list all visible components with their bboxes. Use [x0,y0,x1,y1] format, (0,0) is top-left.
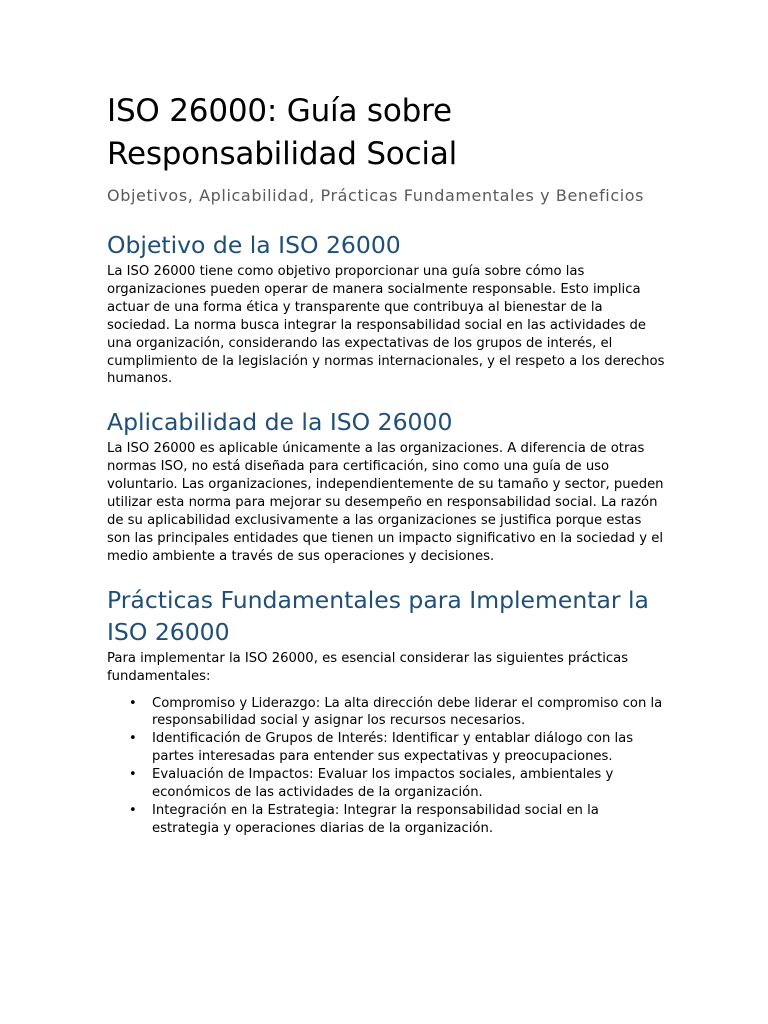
list-item [129,695,667,731]
document-subtitle: Objetivos, Aplicabilidad, Prácticas Fundamentales y Beneficios [107,186,645,205]
document-title: ISO 26000: Guía sobre Responsabilidad Social [107,93,458,172]
list-item-text: Evaluación de Impactos: Evaluar los impactos sociales, ambientales y económicos de las actividades de la organización. [152,767,614,801]
document-page [107,90,667,838]
list-item-text: Compromiso y Liderazgo: La alta dirección debe liderar el compromiso con la responsabilidad social y asignar los recursos necesarios. [152,695,663,729]
section-heading-practicas: Prácticas Fundamentales para Implementar la ISO 26000 [107,585,649,646]
practices-bullet-list [107,695,667,838]
section-paragraph-practicas: Para implementar la ISO 26000, es esencial considerar las siguientes prácticas fundamentales: [107,650,629,684]
section-paragraph-objetivo: La ISO 26000 tiene como objetivo proporcionar una guía sobre cómo las organizaciones pueden operar de manera socialmente responsable. Esto implica actuar de una forma ética y transparente que contribuya al bienestar de la sociedad. La norma busca integrar la responsabilidad social en las actividades de una organización, considerando las expectativas de los grupos de interés, el cumplimiento de la legislación y normas internacionales, y el respeto a los derechos humanos. [107,264,665,387]
list-item [129,730,667,766]
section-heading-objetivo: Objetivo de la ISO 26000 [107,231,401,259]
list-item-text: Identificación de Grupos de Interés: Identificar y entablar diálogo con las partes interesadas para entender sus expectativas y preocupaciones. [152,731,634,765]
bullet-icon: • [129,767,137,783]
section-paragraph-aplicabilidad: La ISO 26000 es aplicable únicamente a las organizaciones. A diferencia de otras normas ISO, no está diseñada para certificación, sino como una guía de uso voluntario. Las organizaciones, independientemente de su tamaño y sector, pueden utilizar esta norma para mejorar su desempeño en responsabilidad social. La razón de su aplicabilidad exclusivamente a las organizaciones se justifica porque estas son las principales entidades que tienen un impacto significativo en la sociedad y el medio ambiente a través de sus operaciones y decisiones. [107,441,664,564]
list-item [129,766,667,802]
list-item [129,802,667,838]
bullet-icon: • [129,695,137,711]
bullet-icon: • [129,802,137,818]
list-item-text: Integración en la Estrategia: Integrar la responsabilidad social en la estrategia y operaciones diarias de la organización. [152,802,599,836]
section-heading-aplicabilidad: Aplicabilidad de la ISO 26000 [107,408,453,437]
bullet-icon: • [129,731,137,747]
